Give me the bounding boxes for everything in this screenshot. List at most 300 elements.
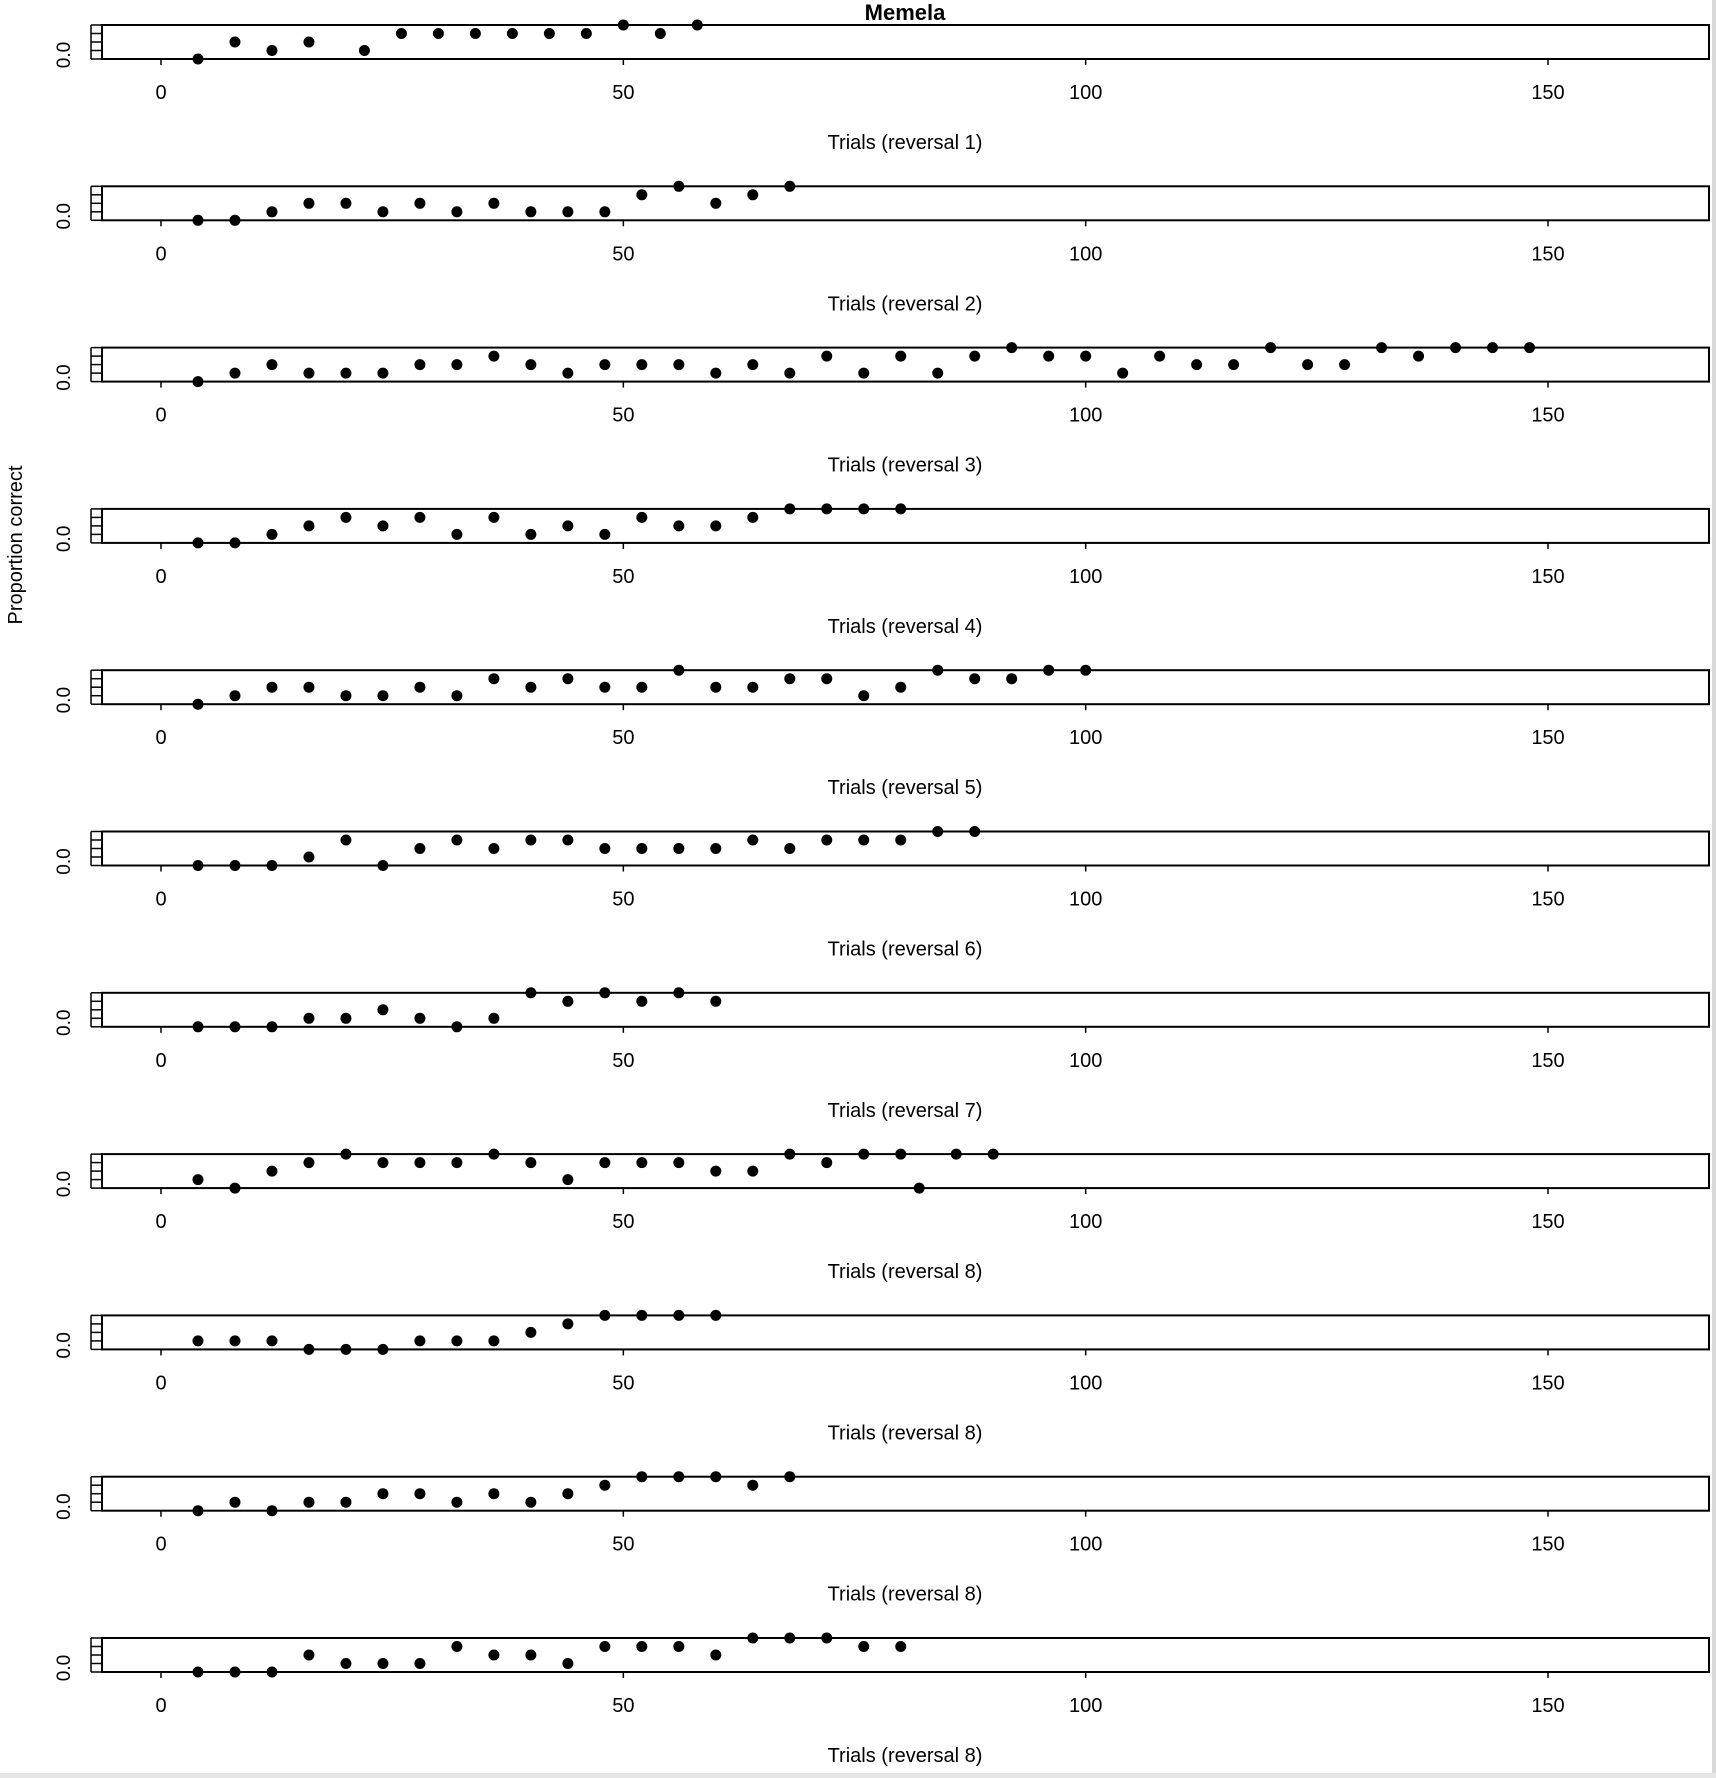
data-point — [562, 1174, 573, 1185]
data-point — [229, 37, 240, 48]
x-tick-label: 50 — [612, 82, 635, 104]
data-point — [1228, 359, 1239, 370]
data-point — [673, 181, 684, 192]
data-point — [784, 181, 795, 192]
data-point — [451, 1497, 462, 1508]
data-point — [1006, 342, 1017, 353]
data-point — [340, 198, 351, 209]
data-point — [562, 996, 573, 1007]
x-tick-label: 150 — [1531, 1049, 1565, 1072]
data-point — [377, 1157, 388, 1168]
x-tick-label: 100 — [1068, 565, 1103, 588]
data-point — [951, 1149, 962, 1160]
data-point — [1080, 351, 1091, 362]
data-point — [747, 1166, 758, 1177]
data-point — [599, 1157, 610, 1168]
data-point — [673, 987, 684, 998]
data-point — [673, 1471, 684, 1482]
y-tick-label: 0.0 — [54, 686, 75, 714]
data-point — [710, 520, 721, 531]
data-point — [710, 1471, 721, 1482]
data-point — [562, 673, 573, 684]
data-point — [1043, 665, 1054, 676]
x-tick-label: 50 — [612, 404, 635, 427]
data-point — [636, 1641, 647, 1652]
x-tick-label: 100 — [1068, 1695, 1103, 1717]
x-tick-label: 100 — [1068, 1049, 1103, 1072]
data-point — [303, 37, 314, 48]
data-point — [562, 1658, 573, 1669]
x-tick-label: 150 — [1531, 1372, 1565, 1395]
data-point — [229, 690, 240, 701]
data-point — [488, 198, 499, 209]
data-point — [303, 1650, 314, 1661]
data-point — [895, 835, 906, 846]
x-axis-label: Trials (reversal 3) — [827, 454, 983, 477]
data-point — [636, 1157, 647, 1168]
data-point — [858, 1149, 869, 1160]
data-point — [525, 1650, 536, 1661]
x-tick-label: 0 — [155, 1049, 167, 1072]
data-point — [266, 1021, 277, 1032]
data-point — [618, 20, 629, 31]
panel-5 — [54, 665, 1709, 800]
data-point — [673, 359, 684, 370]
data-point — [562, 1488, 573, 1499]
panel-7 — [54, 987, 1709, 1122]
data-point — [377, 206, 388, 217]
data-point — [266, 1667, 277, 1678]
data-point — [488, 843, 499, 854]
data-point — [414, 512, 425, 523]
data-point — [525, 529, 536, 540]
x-axis-label: Trials (reversal 6) — [827, 938, 983, 961]
data-point — [192, 1021, 203, 1032]
x-tick-label: 50 — [612, 1533, 635, 1556]
data-point — [229, 1183, 240, 1194]
data-point — [895, 1149, 906, 1160]
x-axis-label: Trials (reversal 8) — [827, 1261, 983, 1284]
data-point — [747, 359, 758, 370]
panel-11 — [54, 1633, 1709, 1768]
data-point — [488, 1013, 499, 1024]
data-point — [710, 1650, 721, 1661]
panel-4 — [54, 503, 1709, 638]
data-point — [229, 215, 240, 226]
data-point — [414, 1157, 425, 1168]
data-point — [673, 1157, 684, 1168]
data-point — [229, 1497, 240, 1508]
panel-6 — [54, 826, 1709, 961]
x-tick-label: 150 — [1531, 1533, 1565, 1556]
data-point — [636, 1471, 647, 1482]
data-point — [1413, 351, 1424, 362]
x-tick-label: 0 — [155, 1211, 167, 1234]
data-point — [932, 826, 943, 837]
data-point — [895, 351, 906, 362]
data-point — [192, 1335, 203, 1346]
data-point — [636, 359, 647, 370]
y-tick-label: 0.0 — [54, 1332, 75, 1359]
data-point — [303, 682, 314, 693]
data-point — [821, 1633, 832, 1644]
data-point — [451, 1021, 462, 1032]
data-point — [266, 682, 277, 693]
data-point — [1006, 673, 1017, 684]
y-tick-label: 0.0 — [54, 364, 75, 391]
x-tick-label: 100 — [1068, 243, 1103, 266]
data-point — [710, 1166, 721, 1177]
data-point — [525, 1327, 536, 1338]
data-point — [488, 1149, 499, 1160]
data-point — [747, 1633, 758, 1644]
data-point — [747, 1480, 758, 1491]
data-point — [266, 1166, 277, 1177]
data-point — [229, 1021, 240, 1032]
data-point — [488, 1650, 499, 1661]
data-point — [673, 843, 684, 854]
data-point — [451, 690, 462, 701]
data-point — [433, 28, 444, 39]
data-point — [525, 682, 536, 693]
data-point — [414, 1335, 425, 1346]
data-point — [710, 198, 721, 209]
data-point — [562, 1318, 573, 1329]
data-point — [858, 1641, 869, 1652]
data-point — [858, 368, 869, 379]
x-tick-label: 100 — [1068, 1372, 1103, 1395]
data-point — [340, 1658, 351, 1669]
data-point — [636, 843, 647, 854]
data-point — [636, 1310, 647, 1321]
data-point — [488, 1335, 499, 1346]
data-point — [525, 987, 536, 998]
data-point — [451, 1641, 462, 1652]
data-point — [1376, 342, 1387, 353]
x-axis-label: Trials (reversal 5) — [827, 777, 983, 800]
data-point — [858, 835, 869, 846]
figure-title: Memela — [864, 0, 946, 25]
x-tick-label: 0 — [155, 1695, 167, 1717]
data-point — [414, 843, 425, 854]
x-tick-label: 0 — [155, 243, 167, 266]
data-point — [747, 189, 758, 200]
data-point — [1487, 342, 1498, 353]
data-point — [784, 843, 795, 854]
x-tick-label: 150 — [1531, 888, 1565, 911]
data-point — [414, 1658, 425, 1669]
y-tick-label: 0.0 — [54, 1009, 75, 1037]
data-point — [192, 54, 203, 65]
data-point — [377, 520, 388, 531]
data-point — [1524, 342, 1535, 353]
data-point — [636, 682, 647, 693]
data-point — [636, 996, 647, 1007]
data-point — [599, 1480, 610, 1491]
data-point — [525, 835, 536, 846]
data-point — [303, 368, 314, 379]
data-point — [932, 368, 943, 379]
data-point — [710, 1310, 721, 1321]
data-point — [544, 28, 555, 39]
data-point — [377, 368, 388, 379]
x-tick-label: 50 — [612, 1049, 635, 1072]
data-point — [1080, 665, 1091, 676]
x-tick-label: 100 — [1068, 888, 1103, 911]
data-point — [192, 860, 203, 871]
y-tick-label: 0.0 — [54, 1493, 75, 1520]
x-axis-label: Trials (reversal 8) — [827, 1422, 983, 1445]
data-point — [377, 1344, 388, 1355]
data-point — [340, 512, 351, 523]
data-point — [414, 1488, 425, 1499]
data-point — [451, 1157, 462, 1168]
data-point — [266, 206, 277, 217]
data-point — [340, 1344, 351, 1355]
x-tick-label: 0 — [155, 888, 167, 911]
data-point — [710, 996, 721, 1007]
data-point — [377, 860, 388, 871]
data-point — [1043, 351, 1054, 362]
data-point — [895, 682, 906, 693]
x-tick-label: 50 — [612, 243, 635, 266]
x-tick-label: 50 — [612, 565, 635, 588]
data-point — [1265, 342, 1276, 353]
data-point — [747, 512, 758, 523]
data-point — [192, 1505, 203, 1516]
data-point — [858, 690, 869, 701]
data-point — [525, 1157, 536, 1168]
panel-8 — [54, 1149, 1709, 1284]
data-point — [525, 1497, 536, 1508]
x-tick-label: 150 — [1531, 1695, 1565, 1717]
data-point — [229, 537, 240, 548]
data-point — [303, 1013, 314, 1024]
x-tick-label: 150 — [1531, 727, 1565, 750]
data-point — [655, 28, 666, 39]
data-point — [303, 1497, 314, 1508]
data-point — [914, 1183, 925, 1194]
x-axis-label: Trials (reversal 8) — [827, 1583, 983, 1606]
x-tick-label: 50 — [612, 888, 635, 911]
y-axis-label: Proportion correct — [5, 465, 27, 625]
data-point — [784, 1471, 795, 1482]
data-point — [377, 1488, 388, 1499]
panel-10 — [54, 1471, 1709, 1606]
y-tick-label: 0.0 — [54, 203, 75, 230]
data-point — [507, 28, 518, 39]
data-point — [1450, 342, 1461, 353]
panel-3 — [54, 342, 1709, 477]
data-point — [636, 512, 647, 523]
data-point — [599, 843, 610, 854]
data-point — [340, 1013, 351, 1024]
data-point — [303, 1344, 314, 1355]
panel-1 — [54, 20, 1709, 155]
data-point — [340, 1149, 351, 1160]
data-point — [377, 1658, 388, 1669]
data-point — [784, 503, 795, 514]
data-point — [784, 673, 795, 684]
panel-2 — [54, 181, 1709, 315]
x-tick-label: 50 — [612, 727, 635, 750]
data-point — [451, 359, 462, 370]
data-point — [784, 368, 795, 379]
data-point — [525, 359, 536, 370]
data-point — [340, 368, 351, 379]
x-tick-label: 0 — [155, 82, 167, 104]
data-point — [562, 835, 573, 846]
data-point — [488, 673, 499, 684]
x-tick-label: 150 — [1531, 404, 1565, 427]
data-point — [266, 45, 277, 56]
data-point — [988, 1149, 999, 1160]
x-axis-label: Trials (reversal 7) — [827, 1099, 983, 1122]
data-point — [710, 843, 721, 854]
data-point — [821, 1157, 832, 1168]
x-axis-label: Trials (reversal 8) — [827, 1745, 983, 1767]
data-point — [821, 835, 832, 846]
x-tick-label: 100 — [1068, 82, 1103, 104]
data-point — [303, 1157, 314, 1168]
data-point — [266, 860, 277, 871]
window-edge-right — [1712, 0, 1716, 1778]
data-point — [858, 503, 869, 514]
data-point — [192, 699, 203, 710]
data-point — [266, 359, 277, 370]
data-point — [414, 682, 425, 693]
data-point — [488, 351, 499, 362]
data-point — [192, 537, 203, 548]
data-point — [747, 835, 758, 846]
data-point — [599, 682, 610, 693]
x-axis-label: Trials (reversal 2) — [827, 293, 983, 316]
data-point — [192, 376, 203, 387]
y-tick-label: 0.0 — [54, 1654, 75, 1682]
data-point — [710, 368, 721, 379]
data-point — [414, 1013, 425, 1024]
x-tick-label: 0 — [155, 727, 167, 750]
data-point — [932, 665, 943, 676]
data-point — [1302, 359, 1313, 370]
x-tick-label: 100 — [1068, 1533, 1103, 1556]
data-point — [340, 690, 351, 701]
data-point — [581, 28, 592, 39]
data-point — [488, 512, 499, 523]
data-point — [710, 682, 721, 693]
data-point — [599, 987, 610, 998]
data-point — [451, 1335, 462, 1346]
x-tick-label: 150 — [1531, 565, 1565, 588]
data-point — [303, 520, 314, 531]
x-tick-label: 150 — [1531, 1211, 1565, 1234]
window-edge-bottom — [0, 1773, 1716, 1778]
x-tick-label: 50 — [612, 1372, 635, 1395]
data-point — [1117, 368, 1128, 379]
data-point — [599, 529, 610, 540]
x-tick-label: 100 — [1068, 727, 1103, 750]
data-point — [895, 503, 906, 514]
x-tick-label: 150 — [1531, 82, 1565, 104]
data-point — [969, 351, 980, 362]
data-point — [821, 673, 832, 684]
data-point — [488, 1488, 499, 1499]
data-point — [377, 690, 388, 701]
y-tick-label: 0.0 — [54, 525, 75, 553]
data-point — [340, 1497, 351, 1508]
data-point — [229, 1667, 240, 1678]
data-point — [396, 28, 407, 39]
data-point — [784, 1633, 795, 1644]
data-point — [747, 682, 758, 693]
data-point — [414, 359, 425, 370]
data-point — [266, 1505, 277, 1516]
data-point — [192, 1667, 203, 1678]
data-point — [673, 665, 684, 676]
data-point — [673, 520, 684, 531]
data-point — [636, 189, 647, 200]
data-point — [303, 852, 314, 863]
x-tick-label: 50 — [612, 1695, 635, 1717]
data-point — [377, 1004, 388, 1015]
data-point — [451, 529, 462, 540]
plot-box — [102, 1154, 1709, 1188]
data-point — [599, 1310, 610, 1321]
data-point — [969, 826, 980, 837]
data-point — [821, 503, 832, 514]
data-point — [599, 1641, 610, 1652]
data-point — [562, 520, 573, 531]
data-point — [340, 835, 351, 846]
x-tick-label: 0 — [155, 565, 167, 588]
data-point — [1339, 359, 1350, 370]
y-tick-label: 0.0 — [54, 848, 75, 875]
data-point — [895, 1641, 906, 1652]
plot-box — [102, 25, 1709, 59]
data-point — [599, 359, 610, 370]
data-point — [562, 368, 573, 379]
data-point — [229, 368, 240, 379]
data-point — [229, 860, 240, 871]
data-point — [525, 206, 536, 217]
panels — [54, 20, 1709, 1768]
y-tick-label: 0.0 — [54, 41, 75, 69]
data-point — [692, 20, 703, 31]
data-point — [192, 215, 203, 226]
x-tick-label: 0 — [155, 404, 167, 427]
data-point — [562, 206, 573, 217]
data-point — [414, 198, 425, 209]
data-point — [784, 1149, 795, 1160]
x-tick-label: 100 — [1068, 1211, 1103, 1234]
x-tick-label: 0 — [155, 1533, 167, 1556]
data-point — [673, 1310, 684, 1321]
y-tick-label: 0.0 — [54, 1170, 75, 1198]
data-point — [1154, 351, 1165, 362]
x-tick-label: 100 — [1068, 404, 1103, 427]
data-point — [821, 351, 832, 362]
x-tick-label: 0 — [155, 1372, 167, 1395]
data-point — [470, 28, 481, 39]
data-point — [266, 529, 277, 540]
data-point — [451, 206, 462, 217]
data-point — [673, 1641, 684, 1652]
panel-9 — [54, 1310, 1709, 1445]
data-point — [599, 206, 610, 217]
x-tick-label: 150 — [1531, 243, 1565, 266]
data-point — [266, 1335, 277, 1346]
data-point — [359, 45, 370, 56]
